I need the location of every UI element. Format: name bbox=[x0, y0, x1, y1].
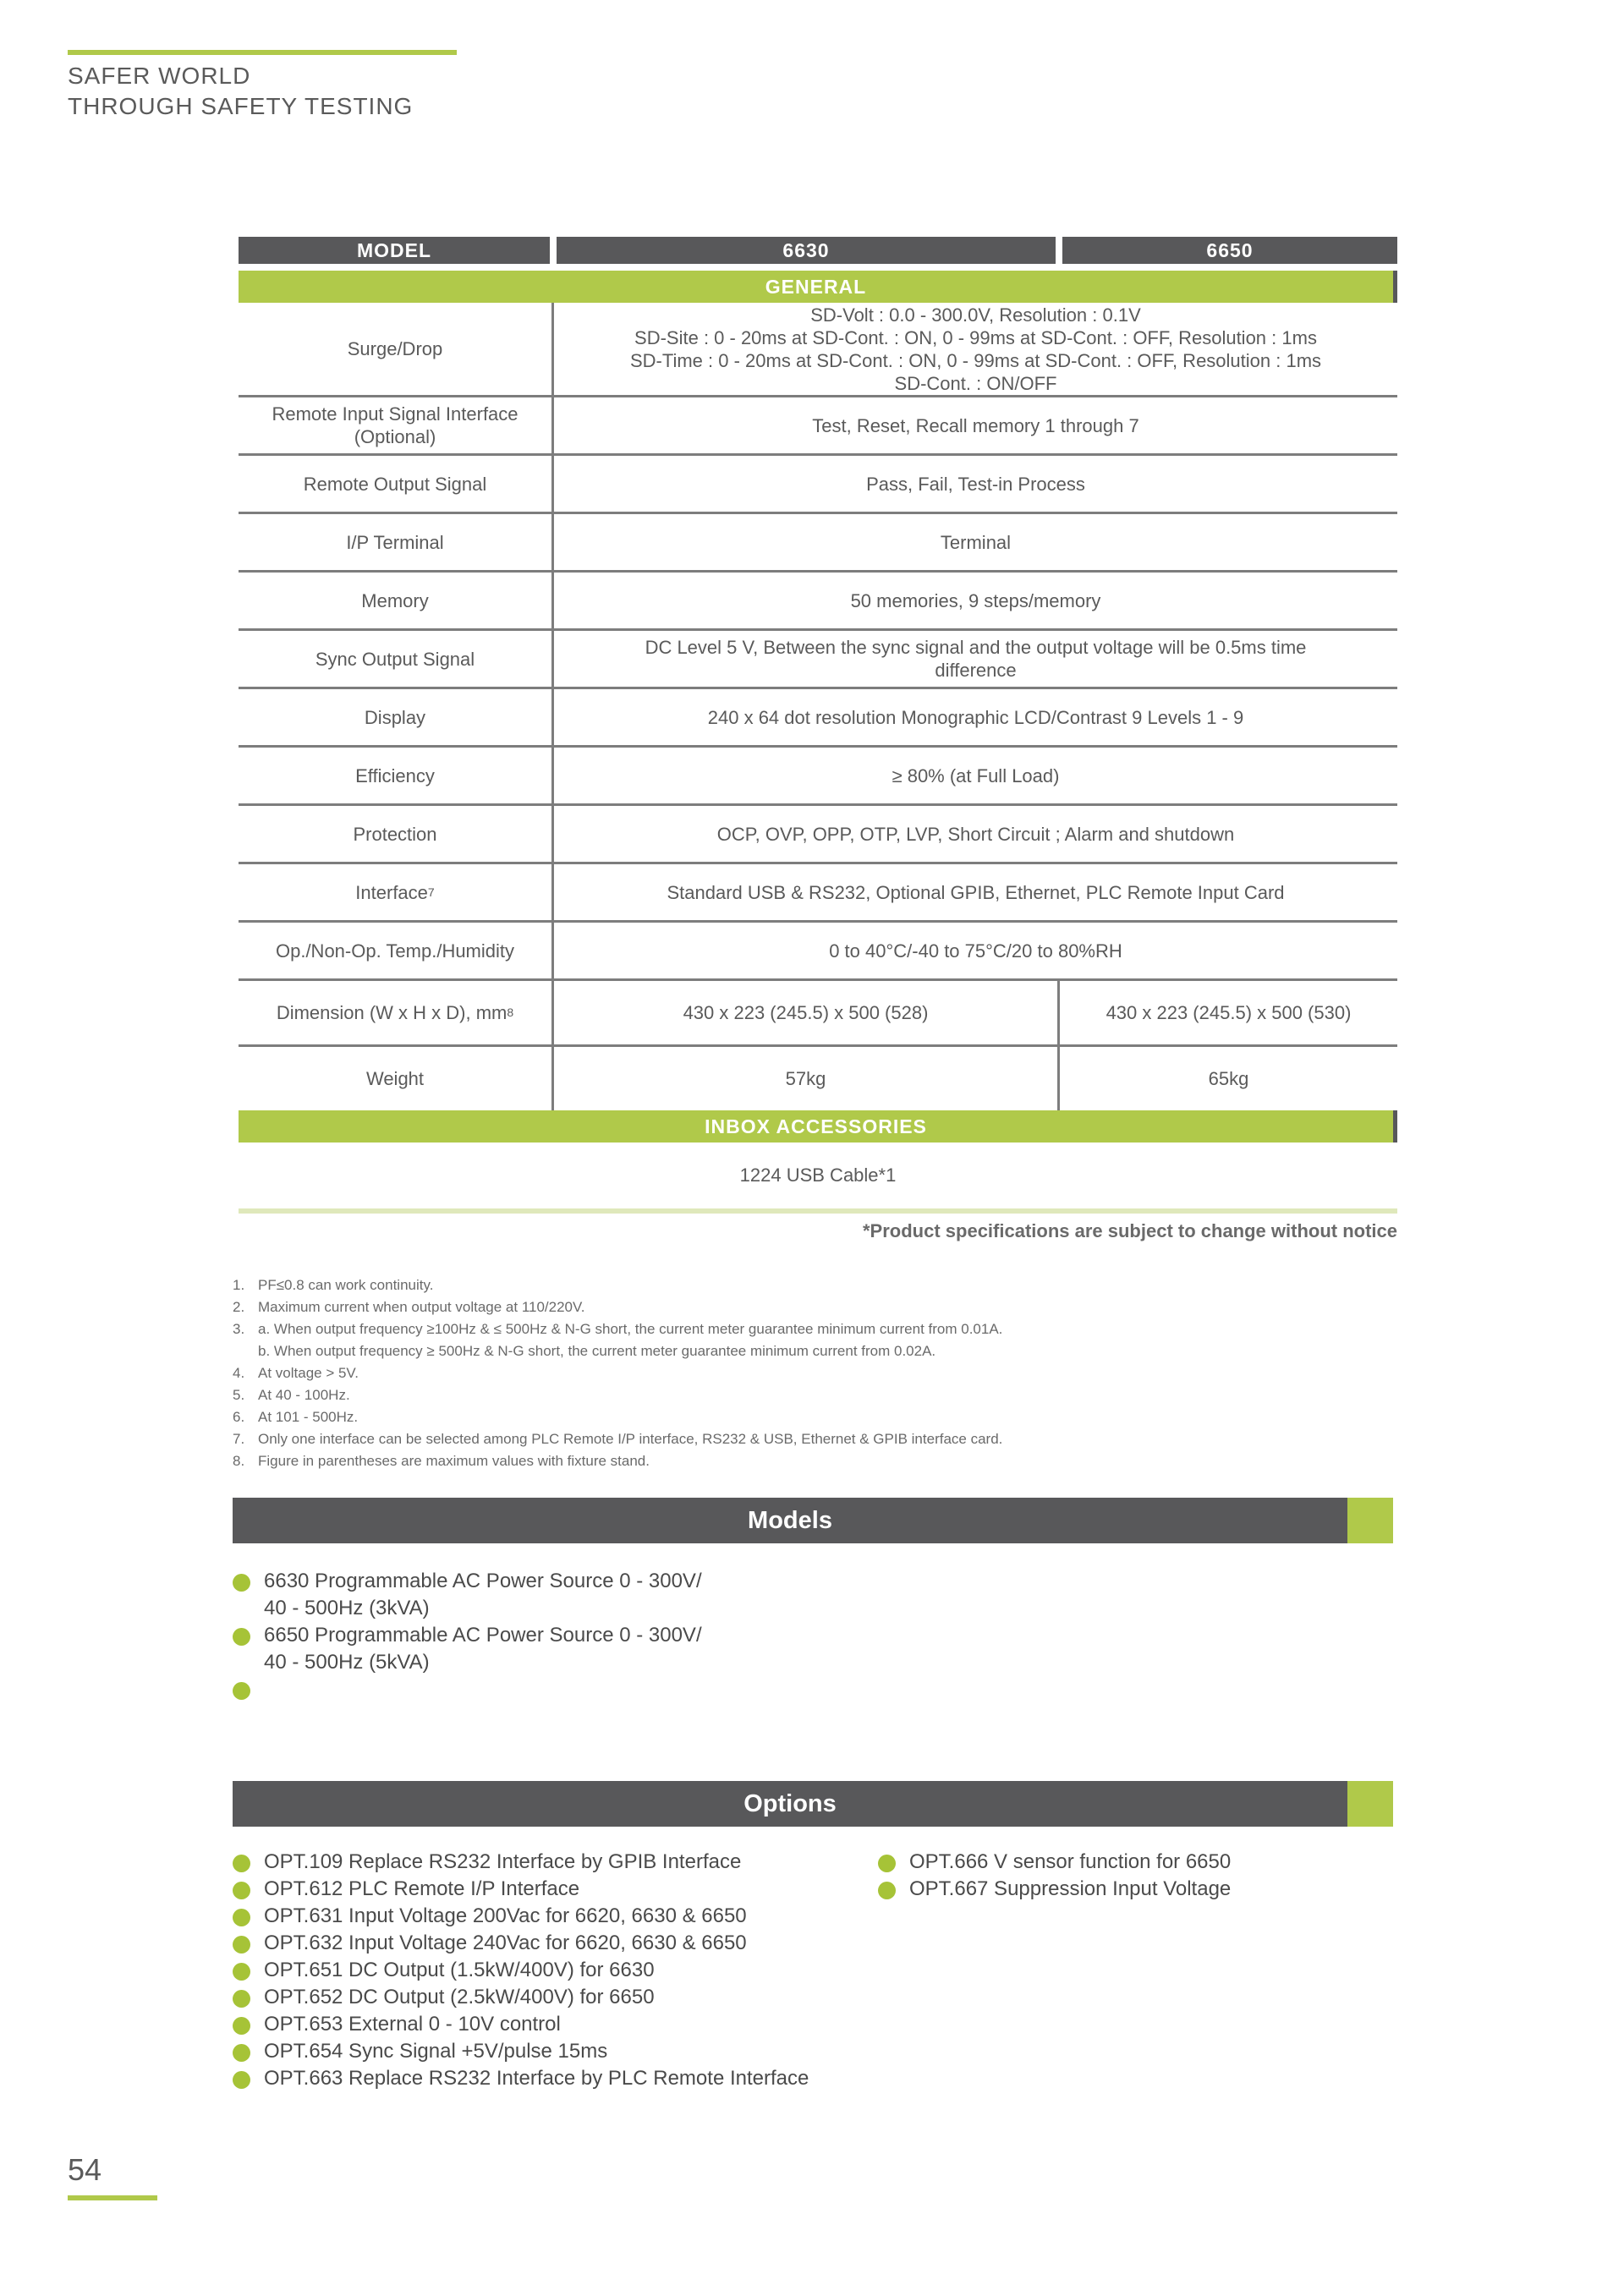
footnote bbox=[233, 1406, 1400, 1428]
list-item bbox=[233, 1568, 702, 1622]
option-text: OPT.109 Replace RS232 Interface by GPIB Interface bbox=[264, 1850, 742, 1873]
bullet-icon bbox=[233, 1628, 250, 1646]
list-item bbox=[233, 2065, 809, 2092]
label-line: Remote Input Signal Interface bbox=[272, 403, 518, 425]
row-label: Op./Non-Op. Temp./Humidity bbox=[239, 923, 554, 978]
footnote-ref: 8 bbox=[507, 1006, 514, 1019]
bullet-icon bbox=[233, 2071, 250, 2089]
bullet-icon bbox=[233, 1909, 250, 1926]
table-row bbox=[239, 456, 1397, 514]
row-value-6630: 430 x 223 (245.5) x 500 (528) bbox=[554, 981, 1060, 1044]
footnote-number: 4. bbox=[233, 1365, 245, 1381]
bullet-icon bbox=[878, 1882, 896, 1899]
footnote-number: 6. bbox=[233, 1409, 245, 1425]
row-label bbox=[239, 981, 554, 1044]
option-text: OPT.632 Input Voltage 240Vac for 6620, 6630 & 6650 bbox=[264, 1932, 747, 1954]
header-6650: 6650 bbox=[1062, 237, 1397, 264]
table-row bbox=[239, 981, 1397, 1047]
list-item bbox=[878, 1849, 1231, 1876]
table-row bbox=[239, 303, 1397, 397]
footnote-number: 1. bbox=[233, 1277, 245, 1293]
value-line: SD-Time : 0 - 20ms at SD-Cont. : ON, 0 - 99ms at SD-Cont. : OFF, Resolution : 1ms bbox=[629, 349, 1322, 371]
row-label: Efficiency bbox=[239, 748, 554, 803]
options-list-right bbox=[878, 1849, 1231, 1903]
bullet-icon bbox=[233, 2017, 250, 2035]
header-line-2: THROUGH SAFETY TESTING bbox=[68, 93, 414, 119]
section-inbox-accessories: INBOX ACCESSORIES bbox=[239, 1110, 1397, 1143]
models-band bbox=[233, 1498, 1393, 1543]
option-text: OPT.654 Sync Signal +5V/pulse 15ms bbox=[264, 2040, 608, 2063]
footnote bbox=[233, 1296, 1400, 1318]
list-item bbox=[233, 1622, 702, 1676]
model-line: 40 - 500Hz (5kVA) bbox=[264, 1651, 430, 1674]
label-text: Interface bbox=[355, 881, 428, 903]
row-value bbox=[554, 631, 1397, 687]
table-row bbox=[239, 573, 1397, 631]
header-6630: 6630 bbox=[557, 237, 1056, 264]
option-text: OPT.652 DC Output (2.5kW/400V) for 6650 bbox=[264, 1986, 655, 2008]
bullet-icon bbox=[233, 1882, 250, 1899]
options-band bbox=[233, 1781, 1393, 1827]
list-item bbox=[233, 1957, 809, 1984]
models-title: Models bbox=[748, 1507, 832, 1534]
row-value: OCP, OVP, OPP, OTP, LVP, Short Circuit ; Alarm and shutdown bbox=[716, 823, 1235, 845]
table-header-row bbox=[239, 237, 1397, 264]
row-label: I/P Terminal bbox=[239, 514, 554, 570]
value-line: SD-Site : 0 - 20ms at SD-Cont. : ON, 0 - 99ms at SD-Cont. : OFF, Resolution : 1ms bbox=[634, 326, 1317, 348]
option-text: OPT.631 Input Voltage 200Vac for 6620, 6630 & 6650 bbox=[264, 1904, 747, 1927]
footnote-number: 2. bbox=[233, 1299, 245, 1315]
row-value: 240 x 64 dot resolution Monographic LCD/Contrast 9 Levels 1 - 9 bbox=[707, 706, 1244, 728]
option-text: OPT.612 PLC Remote I/P Interface bbox=[264, 1877, 580, 1900]
row-value: 50 memories, 9 steps/memory bbox=[850, 589, 1101, 611]
bullet-icon bbox=[878, 1855, 896, 1872]
row-value-6650: 430 x 223 (245.5) x 500 (530) bbox=[1106, 1001, 1352, 1023]
footer-accent-rule bbox=[68, 2195, 157, 2200]
list-item bbox=[233, 1676, 702, 1703]
list-item bbox=[233, 1984, 809, 2011]
label-text: Dimension (W x H x D), mm bbox=[276, 1002, 508, 1023]
options-band-accent bbox=[1347, 1781, 1393, 1827]
footnote-text: Figure in parentheses are maximum values with fixture stand. bbox=[258, 1453, 650, 1469]
footnote bbox=[233, 1362, 1400, 1384]
footnote-number: 7. bbox=[233, 1431, 245, 1447]
spec-table bbox=[239, 237, 1397, 1242]
option-text: OPT.667 Suppression Input Voltage bbox=[909, 1877, 1232, 1900]
models-band-accent bbox=[1347, 1498, 1393, 1543]
options-list-left bbox=[233, 1849, 809, 2092]
footnote-text: a. When output frequency ≥100Hz & ≤ 500Hz & N-G short, the current meter guarantee minimum current from 0.01A. bbox=[258, 1321, 1003, 1337]
bullet-icon bbox=[233, 1855, 250, 1872]
row-label bbox=[239, 397, 554, 453]
footnote bbox=[233, 1318, 1400, 1340]
model-line: 40 - 500Hz (3kVA) bbox=[264, 1597, 430, 1619]
footnote-text: At 40 - 100Hz. bbox=[258, 1387, 350, 1403]
header-accent-rule bbox=[68, 50, 457, 55]
footnote-ref: 7 bbox=[427, 885, 435, 899]
row-label: Remote Output Signal bbox=[239, 456, 554, 512]
row-label bbox=[239, 864, 554, 920]
list-item bbox=[233, 2011, 809, 2038]
table-row bbox=[239, 806, 1397, 864]
table-row bbox=[239, 514, 1397, 573]
value-line: difference bbox=[935, 660, 1017, 681]
row-label: Display bbox=[239, 689, 554, 745]
header-model: MODEL bbox=[239, 237, 550, 264]
list-item bbox=[878, 1876, 1231, 1903]
row-value: ≥ 80% (at Full Load) bbox=[892, 764, 1060, 786]
list-item bbox=[233, 2038, 809, 2065]
bullet-icon bbox=[233, 1682, 250, 1700]
footnote-text: Only one interface can be selected among PLC Remote I/P interface, RS232 & USB, Ethernet & GPIB interface card. bbox=[258, 1431, 1003, 1447]
footnote-text: At voltage > 5V. bbox=[258, 1365, 359, 1381]
value-line: SD-Volt : 0.0 - 300.0V, Resolution : 0.1V bbox=[810, 304, 1141, 326]
bullet-icon bbox=[233, 1936, 250, 1954]
spec-disclaimer: *Product specifications are subject to change without notice bbox=[863, 1220, 1397, 1241]
row-label: Memory bbox=[239, 573, 554, 628]
row-value: Terminal bbox=[940, 531, 1012, 553]
table-row bbox=[239, 748, 1397, 806]
value-line: SD-Cont. : ON/OFF bbox=[894, 372, 1057, 394]
list-item bbox=[233, 1876, 809, 1903]
page-number: 54 bbox=[68, 2152, 102, 2187]
row-value-6650: 65kg bbox=[1208, 1067, 1249, 1089]
row-label: Weight bbox=[239, 1047, 554, 1110]
row-label: Sync Output Signal bbox=[239, 631, 554, 687]
row-value: Test, Reset, Recall memory 1 through 7 bbox=[812, 414, 1139, 436]
list-item bbox=[233, 1903, 809, 1930]
label-line: (Optional) bbox=[354, 426, 436, 447]
row-label: Surge/Drop bbox=[239, 303, 554, 395]
footnote-text: PF≤0.8 can work continuity. bbox=[258, 1277, 434, 1293]
bullet-icon bbox=[233, 1963, 250, 1981]
section-general: GENERAL bbox=[239, 271, 1397, 303]
footnote bbox=[233, 1450, 1400, 1472]
table-row bbox=[239, 397, 1397, 456]
footnote-text: b. When output frequency ≥ 500Hz & N-G short, the current meter guarantee minimum current from 0.02A. bbox=[258, 1343, 936, 1359]
option-text: OPT.666 V sensor function for 6650 bbox=[909, 1850, 1232, 1873]
footnote bbox=[233, 1428, 1400, 1450]
bullet-icon bbox=[233, 2044, 250, 2062]
bullet-icon bbox=[233, 1990, 250, 2008]
list-item bbox=[233, 1930, 809, 1957]
footnote-number: 8. bbox=[233, 1453, 245, 1469]
footnote-number: 5. bbox=[233, 1387, 245, 1403]
footnote-text: At 101 - 500Hz. bbox=[258, 1409, 359, 1425]
row-value: Pass, Fail, Test-in Process bbox=[866, 473, 1085, 495]
model-line: 6650 Programmable AC Power Source 0 - 300V/ bbox=[264, 1624, 702, 1647]
row-label: Protection bbox=[239, 806, 554, 862]
table-row bbox=[239, 1047, 1397, 1110]
footnote bbox=[233, 1340, 1400, 1362]
row-value bbox=[554, 303, 1397, 395]
table-end-rule bbox=[239, 1208, 1397, 1214]
footnote-number: 3. bbox=[233, 1321, 245, 1337]
option-text: OPT.663 Replace RS232 Interface by PLC Remote Interface bbox=[264, 2067, 809, 2090]
footnote bbox=[233, 1384, 1400, 1406]
model-line: 6630 Programmable AC Power Source 0 - 300V/ bbox=[264, 1570, 702, 1592]
table-row bbox=[239, 631, 1397, 689]
list-item bbox=[233, 1849, 809, 1876]
footnote-text: Maximum current when output voltage at 110/220V. bbox=[258, 1299, 585, 1315]
table-row bbox=[239, 923, 1397, 981]
bullet-icon bbox=[233, 1574, 250, 1592]
models-list bbox=[233, 1568, 702, 1703]
header-line-1: SAFER WORLD bbox=[68, 63, 251, 89]
option-text: OPT.653 External 0 - 10V control bbox=[264, 2013, 561, 2036]
options-title: Options bbox=[743, 1790, 837, 1817]
footnotes bbox=[233, 1274, 1400, 1472]
table-row bbox=[239, 689, 1397, 748]
option-text: OPT.651 DC Output (1.5kW/400V) for 6630 bbox=[264, 1959, 655, 1981]
value-line: DC Level 5 V, Between the sync signal and the output voltage will be 0.5ms time bbox=[645, 637, 1307, 658]
row-value-6630: 57kg bbox=[554, 1047, 1060, 1110]
row-value: Standard USB & RS232, Optional GPIB, Ethernet, PLC Remote Input Card bbox=[667, 881, 1285, 903]
accessory-item: 1224 USB Cable*1 bbox=[739, 1164, 897, 1186]
row-value: 0 to 40°C/-40 to 75°C/20 to 80%RH bbox=[829, 940, 1122, 962]
table-row bbox=[239, 864, 1397, 923]
footnote bbox=[233, 1274, 1400, 1296]
